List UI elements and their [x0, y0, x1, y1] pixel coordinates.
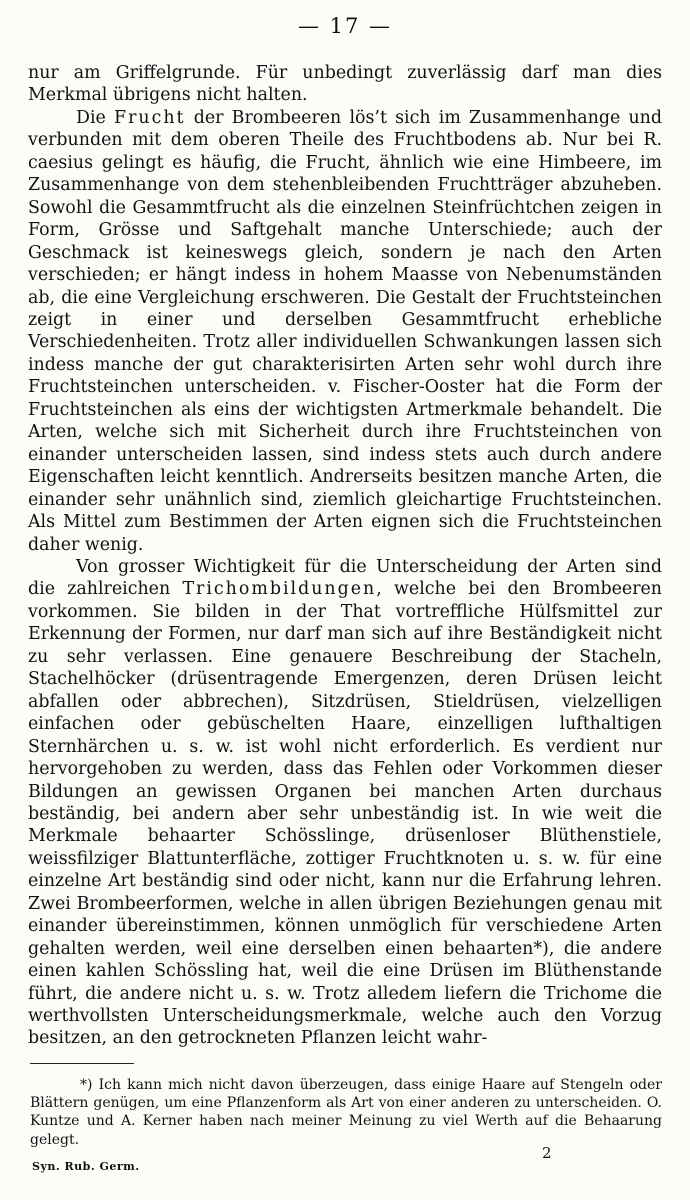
emphasis-frucht: Frucht [114, 107, 186, 128]
footnote-text: *) Ich kann mich nicht davon überzeugen, dass einige Haare auf Stengeln oder Blättern genügen, um eine Pflanzenform als Art von einer anderen zu unterscheiden. O. Kuntze und A. Kerner haben nach meiner Meinung zu viel Werth auf die Behaarung gelegt. [30, 1077, 662, 1148]
footnote [30, 1076, 662, 1149]
paragraph-3-trichomes [28, 556, 662, 1050]
body-text [28, 62, 662, 1050]
footnote-divider [30, 1063, 134, 1064]
printer-signature: Syn. Rub. Germ. [32, 1160, 140, 1173]
text-segment: der Brombeeren lös’t sich im Zusammenhange und verbunden mit dem oberen Theile des Fruchtbodens ab. Nur bei R. caesius gelingt es häufig, die Frucht, ähnlich wie eine Himbeere, im Zusammenhange von dem stehenbleibenden Fruchtträger abzuheben. Sowohl die Gesammtfrucht als die einzelnen Steinfrüchtchen zeigen in Form, Grösse und Saftgehalt manche Unterschiede; auch der Geschmack ist keineswegs gleich, sondern je nach den Arten verschieden; er hängt indess in hohem Maasse von Nebenumständen ab, die eine Vergleichung erschweren. Die Gestalt der Fruchtsteinchen zeigt in einer und derselben Gesammtfrucht erhebliche Verschiedenheiten. Trotz aller individuellen Schwankungen lassen sich indess manche der gut charakterisirten Arten sehr wohl durch ihre Fruchtsteinchen unterscheiden. v. Fischer-Ooster hat die Form der Fruchtsteinchen als eins der wichtigsten Artmerkmale behandelt. Die Arten, welche sich mit Sicherheit durch ihre Fruchtsteinchen von einander unterscheiden lassen, sind indess stets auch durch andere Eigenschaften leicht kenntlich. Andrerseits besitzen manche Arten, die einander sehr unähnlich sind, ziemlich gleichartige Fruchtsteinchen. Als Mittel zum Bestimmen der Arten eignen sich die Fruchtsteinchen daher wenig. [28, 107, 662, 555]
sheet-signature-number: 2 [542, 1144, 552, 1162]
text-segment: , welche bei den Brombeeren vorkommen. Sie bilden in der That vortreffliche Hülfsmittel zur Erkennung der Formen, nur darf man sich auf ihre Beständigkeit nicht zu sehr verlassen. Eine genauere Beschreibung der Stacheln, Stachelhöcker (drüsentragende Emergenzen, deren Drüsen leicht abfallen oder abbrechen), Sitzdrüsen, Stieldrüsen, vielzelligen einfachen oder gebüschelten Haare, einzelligen lufthaltigen Sternhärchen u. s. w. ist wohl nicht erforderlich. Es verdient nur hervorgehoben zu werden, dass das Fehlen oder Vorkommen dieser Bildungen an gewissen Organen bei manchen Arten durchaus beständig, bei andern aber sehr unbeständig ist. In wie weit die Merkmale behaarter Schösslinge, drüsenloser Blüthenstiele, weissfilziger Blattunterfläche, zottiger Fruchtknoten u. s. w. für eine einzelne Art beständig sind oder nicht, kann nur die Erfahrung lehren. Zwei Brombeerformen, welche in allen übrigen Beziehungen genau mit einander übereinstimmen, können unmöglich für verschiedene Arten gehalten werden, weil eine derselben einen behaarten*), die andere einen kahlen Schössling hat, weil die eine Drüsen im Blüthenstande führt, die andere nicht u. s. w. Trotz alledem liefern die Trichome die werthvollsten Unterscheidungsmerkmale, welche auch den Vorzug besitzen, an den getrockneten Pflanzen leicht wahr- [28, 579, 663, 1049]
paragraph-2-fruit [28, 107, 662, 556]
page-number-header: — 17 — [297, 14, 393, 38]
text-segment: Von grosser Wichtigkeit für die Unterscheidung der Arten sind die zahlreichen [28, 556, 662, 600]
text-segment: nur am Griffelgrunde. Für unbedingt zuverlässig darf man dies Merkmal übrigens nicht halten. [28, 63, 662, 106]
paragraph-1 [28, 62, 662, 107]
text-segment: Die [76, 107, 115, 128]
emphasis-trichombildungen: Trichombildungen [182, 579, 377, 600]
